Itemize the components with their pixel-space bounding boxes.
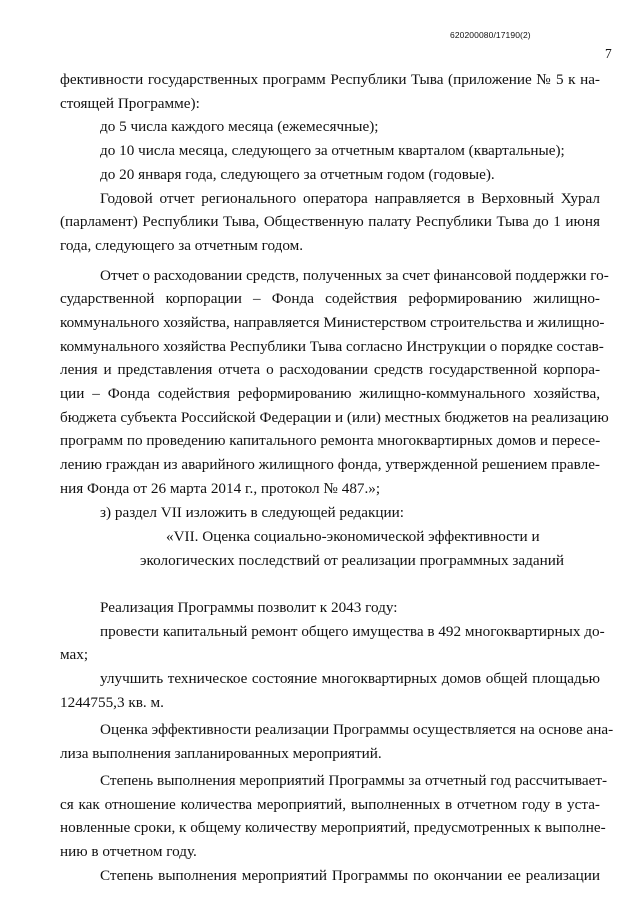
text-line: до 5 числа каждого месяца (ежемесячные); xyxy=(100,118,379,135)
text-line: стоящей Программе): xyxy=(60,95,200,112)
text-line: года, следующего за отчетным годом. xyxy=(60,237,304,254)
text-line: ления и представления отчета о расходовании средств государственной корпора- xyxy=(60,361,600,378)
section-heading-line: «VII. Оценка социально-экономической эффективности и xyxy=(166,528,540,545)
text-line: Реализация Программы позволит к 2043 году: xyxy=(100,599,398,616)
page-number: 7 xyxy=(605,46,612,61)
section-heading-line: экологических последствий от реализации программных заданий xyxy=(140,552,564,569)
text-line: до 20 января года, следующего за отчетным годом (годовые). xyxy=(100,166,495,183)
text-line: провести капитальный ремонт общего имущества в 492 многоквартирных до- xyxy=(100,623,605,640)
text-line: Отчет о расходовании средств, полученных за счет финансовой поддержки го- xyxy=(100,267,609,284)
text-line: до 10 числа месяца, следующего за отчетным кварталом (квартальные); xyxy=(100,142,565,159)
text-line: ния Фонда от 26 марта 2014 г., протокол № 487.»; xyxy=(60,480,381,497)
text-line: улучшить техническое состояние многоквартирных домов общей площадью xyxy=(100,670,600,687)
text-line: фективности государственных программ Республики Тыва (приложение № 5 к на- xyxy=(60,71,600,88)
text-line: коммунального хозяйства Республики Тыва согласно Инструкции о порядке состав- xyxy=(60,338,604,355)
text-line: Степень выполнения мероприятий Программы по окончании ее реализации xyxy=(100,867,600,884)
text-line: лиза выполнения запланированных мероприятий. xyxy=(60,745,382,762)
text-line: нию в отчетном году. xyxy=(60,843,197,860)
text-line: новленные сроки, к общему количеству мероприятий, предусмотренных к выполне- xyxy=(60,819,606,836)
text-line: з) раздел VII изложить в следующей редакции: xyxy=(100,504,404,521)
text-line: мах; xyxy=(60,646,89,663)
text-line: Степень выполнения мероприятий Программы за отчетный год рассчитывает- xyxy=(100,772,608,789)
text-line: ции – Фонда содействия реформированию жилищно-коммунального хозяйства, xyxy=(60,385,600,402)
text-line: коммунального хозяйства, направляется Министерством строительства и жилищно- xyxy=(60,314,605,331)
text-line: ся как отношение количества мероприятий, выполненных в отчетном году в уста- xyxy=(60,796,600,813)
text-line: Годовой отчет регионального оператора направляется в Верховный Хурал xyxy=(100,190,600,207)
text-line: (парламент) Республики Тыва, Общественную палату Республики Тыва до 1 июня xyxy=(60,213,600,230)
text-line: сударственной корпорации – Фонда содействия реформированию жилищно- xyxy=(60,290,600,307)
text-line: программ по проведению капитального ремонта многоквартирных домов и пересе- xyxy=(60,432,601,449)
text-line: 1244755,3 кв. м. xyxy=(60,694,164,711)
text-line: бюджета субъекта Российской Федерации и (или) местных бюджетов на реализацию xyxy=(60,409,609,426)
text-line: Оценка эффективности реализации Программы осуществляется на основе ана- xyxy=(100,721,614,738)
text-line: лению граждан из аварийного жилищного фонда, утвержденной решением правле- xyxy=(60,456,600,473)
document-number: 620200080/17190(2) xyxy=(450,30,531,40)
